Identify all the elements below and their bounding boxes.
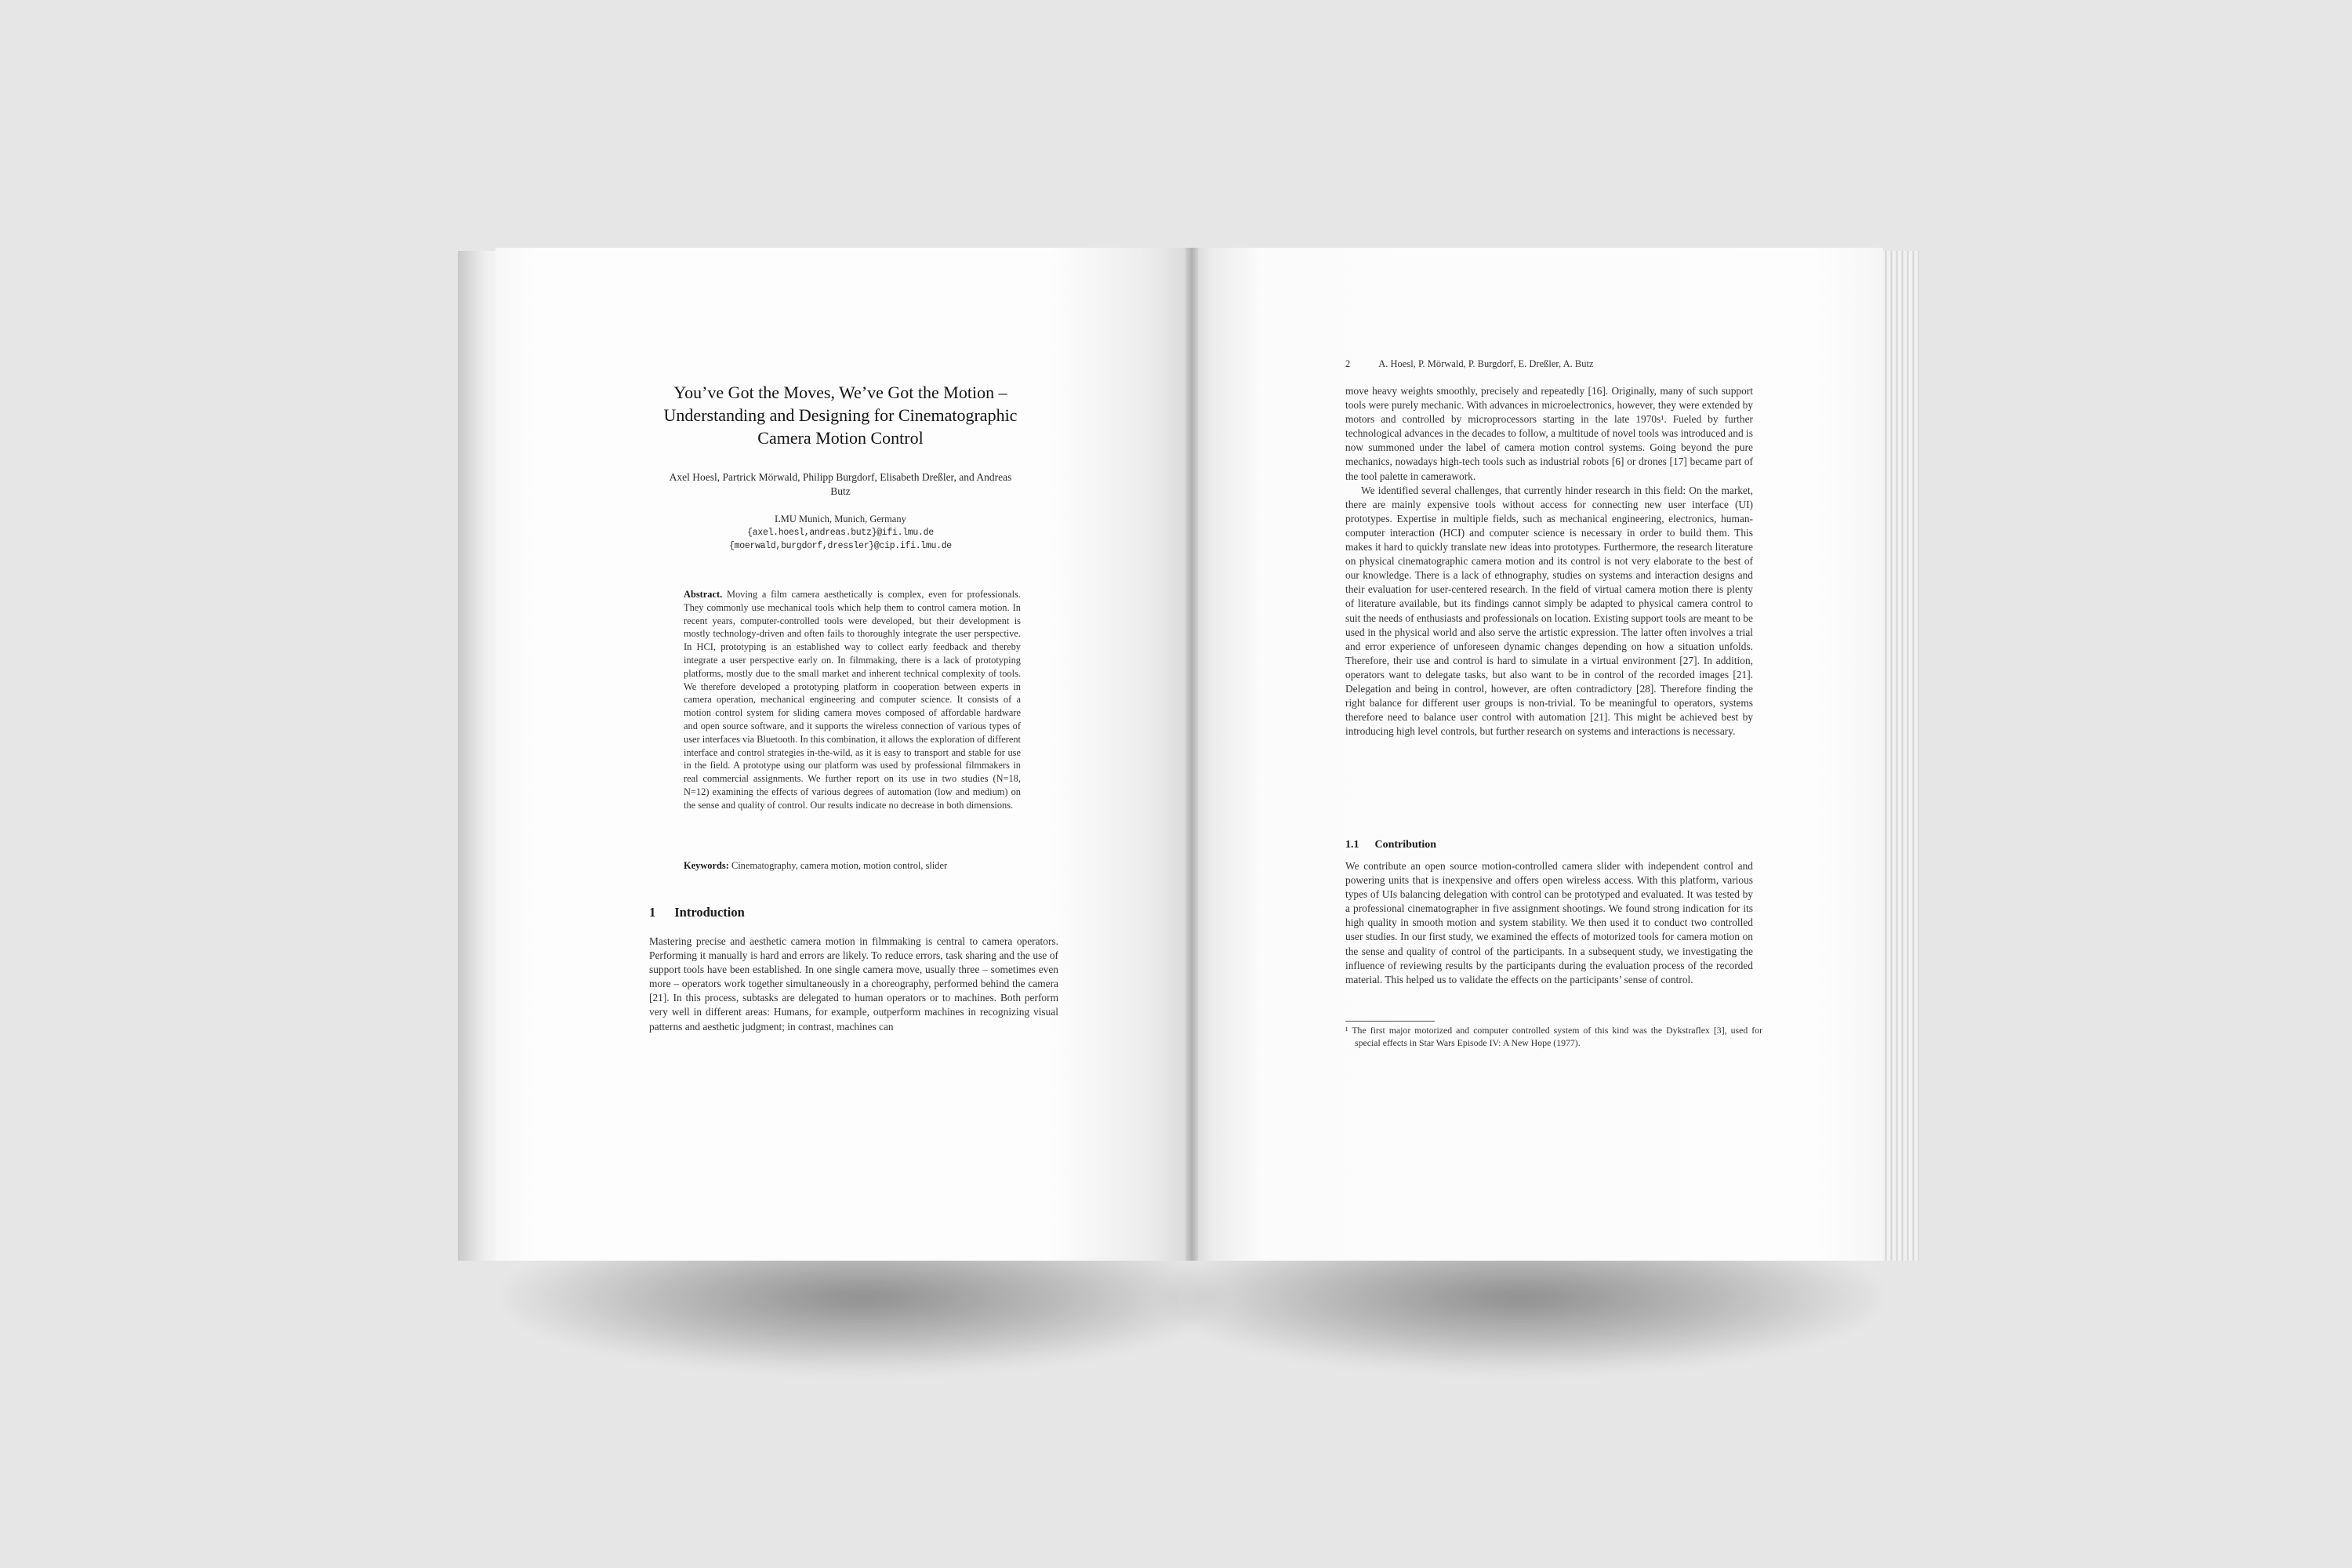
paragraph: move heavy weights smoothly, precisely and repeatedly [16]. Originally, many of such support tools were purely mechanic. With advances in microelectronics, however, they were extended by motors and controlled by microprocessors starting in the late 1970s¹. Fueled by further technological advances in the decades to follow, a multitude of novel tools was introduced and is now summoned under the label of camera motion control systems. Going beyond the pure mechanics, nowadays high-tech tools such as industrial robots [6] or drones [17] became part of the tool palette in camerawork. — [1345, 385, 1753, 482]
running-header — [1345, 358, 1753, 370]
page-stack-left — [458, 251, 497, 1261]
paragraph: We contribute an open source motion-controlled camera slider with independent control and powering units that is inexpensive and offers open wireless access. With this platform, various types of UIs balancing delegation with control can be prototyped and evaluated. It was tested by a professional cinematographer in five assignment shootings. We found strong indication for its high quality in smooth motion and system stability. We then used it to conduct two controlled user studies. In our first study, we examined the effects of motorized tools for camera motion on the sense and quality of control of the participants. In a subsequent study, we investigating the influence of reviewing results by the participants during the evaluation process of the recorded material. This helped us to validate the effects on the participants’ sense of control. — [1345, 860, 1753, 985]
body-text-contribution — [1345, 859, 1753, 987]
subsection-title: Contribution — [1374, 839, 1437, 851]
introduction-text: Mastering precise and aesthetic camera motion in filmmaking is central to camera operators. Performing it manually is hard and errors are likely. To reduce errors, task sharing and the use of support tools have been established. In one single camera move, usually three – sometimes even more – operators work together simultaneously in a choreography, performed behind the camera [21]. In this process, subtasks are delegated to human operators or to machines. Both perform very well in different areas: Humans, for example, outperform machines in recognizing visual patterns and aesthetic judgment; in contrast, machines can — [649, 935, 1058, 1033]
paper-title: You’ve Got the Moves, We’ve Got the Motion – Understanding and Designing for Cinematographic Camera Motion Control — [663, 383, 1018, 448]
book-gutter — [1185, 248, 1198, 1261]
paper-authors: Axel Hoesl, Partrick Mörwald, Philipp Burgdorf, Elisabeth Dreßler, and Andreas Butz — [669, 471, 1012, 497]
section-heading-contribution — [1345, 837, 1436, 853]
section-heading-introduction — [649, 905, 745, 920]
section-title: Introduction — [674, 905, 745, 920]
footnote-rule — [1345, 1021, 1435, 1022]
page-number: 2 — [1345, 358, 1351, 369]
keywords-label: Keywords: — [684, 860, 729, 871]
running-head-authors: A. Hoesl, P. Mörwald, P. Burgdorf, E. Dreßler, A. Butz — [1378, 358, 1594, 369]
affiliation: LMU Munich, Munich, Germany — [775, 514, 906, 524]
email-line-1: {axel.hoesl,andreas.butz}@ifi.lmu.de — [747, 528, 934, 538]
keywords — [684, 859, 1021, 873]
section-number: 1 — [649, 905, 656, 920]
abstract — [684, 588, 1021, 812]
subsection-number: 1.1 — [1345, 839, 1359, 851]
right-page — [1192, 248, 1883, 1261]
paragraph: We identified several challenges, that currently hinder research in this field: On the market, there are mainly expensive tools without access for connecting new user interface (UI) prototypes. Expertise in multiple fields, such as mechanical engineering, electronics, human-computer interaction (HCI) and computer science is necessary in order to build them. This makes it hard to quickly translate new ideas into prototypes. Furthermore, the research literature on physical cinematographic camera motion and its control is not very elaborate to the best of our knowledge. There is a lack of ethnography, studies on systems and interaction designs and their evaluation for user-centered research. In the field of virtual camera motion there is plenty of literature available, but its findings cannot simply be adapted to physical camera control to suit the needs of enthusiasts and professionals on location. Existing support tools are meant to be used in the physical world and also serve the artistic expression. The latter often involves a trial and error experience of unforeseen dynamic changes depending on how a situation unfolds. Therefore, their use and control is hard to simulate in a virtual environment [27]. In addition, operators want to delegate tasks, but also want to be in control of the recorded images [21]. Delegation and being in control, however, are often contradictory [28]. Therefore finding the right balance for different user groups is non-trivial. To be meaningful to operators, systems therefore need to balance user control with automation [21]. This might be achieved best by introducing high level controls, but further research on systems and interactions is necessary. — [1345, 484, 1753, 738]
body-text-top — [1345, 384, 1753, 739]
keywords-text: Cinematography, camera motion, motion control, slider — [731, 860, 948, 871]
email-line-2: {moerwald,burgdorf,dressler}@cip.ifi.lmu.de — [729, 541, 952, 551]
abstract-label: Abstract. — [684, 589, 723, 600]
affiliation-block — [676, 513, 1005, 553]
left-page — [495, 248, 1192, 1261]
page-stack-right — [1882, 251, 1919, 1261]
footnote: ¹ The first major motorized and computer controlled system of this kind was the Dykstraflex [3], used for special effects in Star Wars Episode IV: A New Hope (1977). — [1345, 1025, 1762, 1048]
abstract-text: Moving a film camera aesthetically is complex, even for professionals. They commonly use mechanical tools which help them to control camera motion. In recent years, computer-controlled tools were developed, but their development is mostly technology-driven and often fails to thoroughly integrate the user perspective. In HCI, prototyping is an established way to collect early feedback and thereby integrate a user perspective early on. In filmmaking, there is a lack of prototyping platforms, mostly due to the small market and inherent technical complexity of tools. We therefore developed a prototyping platform in cooperation between experts in camera operation, mechanical engineering and computer science. It consists of a motion control system for sliding camera moves composed of affordable hardware and open source software, and it supports the wireless connection of various types of user interfaces via Bluetooth. In this combination, it allows the exploration of different interface and control strategies in-the-wild, as it is easy to transport and stable for use in the field. A prototype using our platform was used by professional filmmakers in real commercial assignments. We further report on its use in two studies (N=18, N=12) examining the effects of various degrees of automation (low and medium) on the sense and quality of control. Our results indicate no decrease in both dimensions. — [684, 589, 1021, 811]
